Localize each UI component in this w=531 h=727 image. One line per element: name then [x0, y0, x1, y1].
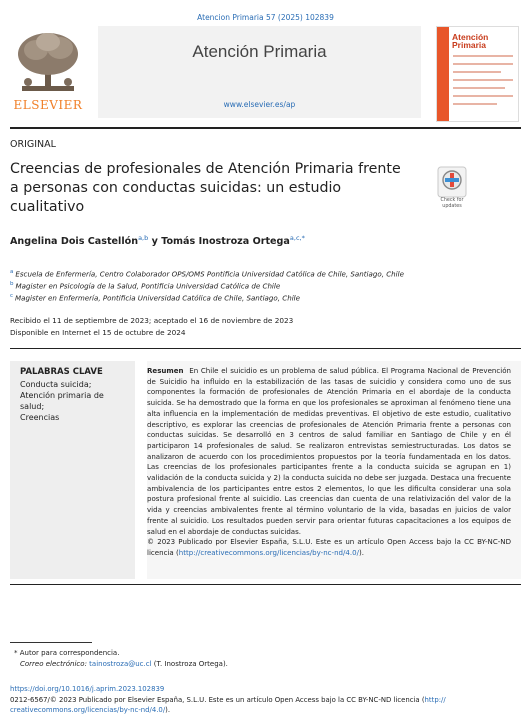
elsevier-logo: [10, 26, 86, 118]
keywords-panel: [10, 361, 135, 579]
license-link[interactable]: http://creativecommons.org/licencias/by-nc-nd/4.0/: [178, 547, 359, 557]
cover-text-line: [453, 63, 513, 65]
author-affiliation-marks[interactable]: a,b: [138, 234, 149, 242]
abstract-body: Resumen En Chile el suicidio es un problema de salud pública. El Programa Nacional de Prevención de Suicidio ha influido en la estabilización de las tasas de suicidio y considera como uno de sus componentes la formación de profesionales de Atención Primaria en el abordaje de la conducta suicida. Se ha demostrado que la forma en que los profesionales se aproximan al fenómeno tiene una alta influencia en la implementación de medidas preventivas. El objetivo de este estudio, cualitativo descriptivo, es explorar las creencias de profesionales de Atención Primaria frente a personas con conductas suicidas. Se desarrolló en 3 centros de salud familiar en Santiago de Chile y en él participaron 14 profesionales de salud. Se realizaron entrevistas semiestructuradas. Los datos se analizaron de acuerdo con los procedimientos propuestos por la teoría fundamentada en los datos. Las creencias de los profesionales participantes frente a la conducta suicida se agrupan en 1) validación de la conducta suicida y 2) la conducta suicida no debe ser juzgada. Destaca una frecuente ambivalencia de los participantes entre estos 2 elementos, lo que les dificulta considerar una sola postura profesional frente al suicidio. Las creencias dan cuenta de una relativización del valor de la vida y creencias ambivalentes frente al término voluntario de la vida, basadas en juicios de valor frente al suicidio. Los resultados pueden servir para orientar futuras capacitaciones a los equipos de salud en el abordaje de conductas suicidas. © 2023 Publicado por Elsevier España, S.L.U. Este es un artículo Open Access bajo la CC BY-NC-ND licencia (http://creativecommons.org/licencias/by-nc-nd/4.0/).: [147, 366, 511, 557]
cover-text-line: [453, 71, 501, 73]
article-type: ORIGINAL: [10, 139, 56, 150]
journal-cover-image: [436, 26, 519, 122]
journal-banner: [98, 26, 421, 118]
crossmark-label[interactable]: Check for updates: [440, 198, 464, 209]
copyright-line-2: creativecommons.org/licencias/by-nc-nd/4.0/).: [10, 706, 171, 714]
abstract-license-text: © 2023 Publicado por Elsevier España, S.L.U. Este es un artículo Open Access bajo la CC BY-NC-ND licencia (: [147, 537, 511, 557]
cover-title: Atención Primaria: [452, 32, 489, 50]
keyword: Atención primaria de: [20, 391, 104, 400]
journal-title: Atención Primaria: [192, 42, 327, 61]
abstract-text: En Chile el suicidio es un problema de salud pública. El Programa Nacional de Prevención de Suicidio ha influido en la estabilización de las tasas de suicidio y considera como uno de sus componentes la formación de profesionales de Atención Primaria en el abordaje de la conducta suicida. Se ha demostrado que la forma en que los profesionales se aproximan al fenómeno tiene una alta influencia en la implementación de medidas preventivas. El objetivo de este estudio, cualitativo descriptivo, es explorar las creencias de profesionales de Atención Primaria frente a personas con conductas suicidas. Se desarrolló en 3 centros de salud familiar en Santiago de Chile y en él participaron 14 profesionales de salud. Se realizaron entrevistas semiestructuradas. Los datos se analizaron de acuerdo con los procedimientos propuestos por la teoría fundamentada en los datos. Las creencias de los profesionales participantes frente a la conducta suicida se agrupan en 1) validación de la conducta suicida y 2) la conducta suicida no debe ser juzgada. Destaca una frecuente ambivalencia de los participantes entre estos 2 elementos, lo que les dificulta considerar una sola postura profesional frente al suicidio. Las creencias dan cuenta de una relativización del valor de la vida y creencias ambivalentes frente al término voluntario de la vida, basadas en juicios de valor frente al suicidio. Los resultados pueden servir para orientar futuras capacitaciones a los equipos de salud en el abordaje de conductas suicidas.: [147, 366, 511, 536]
cover-text-line: [453, 55, 513, 57]
journal-url-link[interactable]: www.elsevier.es/ap: [223, 100, 296, 109]
online-date: Disponible en Internet el 15 de octubre de 2024: [10, 328, 186, 337]
keyword: salud;: [20, 402, 45, 411]
doi-link[interactable]: https://doi.org/10.1016/j.aprim.2023.102839: [10, 685, 165, 693]
affiliation: $^c$ Magister en Enfermería, Pontificia Universidad Católica de Chile, Santiago, Chile: [10, 293, 301, 303]
cover-text-line: [453, 79, 513, 81]
keyword: Conducta suicida;: [20, 380, 92, 389]
crossmark-icon[interactable]: [437, 166, 467, 200]
cover-side-bar: [437, 27, 449, 121]
keywords-heading: PALABRAS CLAVE: [20, 367, 103, 377]
author-name: Tomás Inostroza Ortega: [161, 236, 290, 248]
license-link[interactable]: creativecommons.org/licencias/by-nc-nd/4.0/: [10, 706, 166, 714]
abstract-panel: [147, 361, 521, 579]
cover-text-line: [453, 103, 497, 105]
abstract-label: Resumen: [147, 366, 184, 375]
journal-header: [10, 26, 521, 124]
license-link[interactable]: http://: [424, 696, 446, 704]
header-divider: [10, 127, 521, 129]
article-title: Creencias de profesionales de Atención Primaria frente a personas con conductas suicidas: un estudio cualitativo: [10, 161, 401, 215]
author-list: [10, 234, 305, 247]
footnote-divider: [10, 642, 92, 643]
author-connector: y: [148, 236, 162, 248]
copyright-line: 0212-6567/© 2023 Publicado por Elsevier España, S.L.U. Este es un artículo Open Access bajo la CC BY-NC-ND licencia (http://: [10, 696, 446, 704]
keyword: Creencias: [20, 413, 60, 422]
elsevier-wordmark: ELSEVIER: [13, 98, 83, 112]
author-affiliation-marks[interactable]: a,c,*: [289, 234, 305, 242]
affiliation: $^a$ Escuela de Enfermería, Centro Colaborador OPS/OMS Pontificia Universidad Católica de Chile, Santiago, Chile: [10, 269, 404, 279]
journal-reference[interactable]: Atencion Primaria 57 (2025) 102839: [197, 13, 334, 22]
abstract-bottom-divider: [10, 584, 521, 585]
cover-text-line: [453, 87, 505, 89]
correspondence-note: * Autor para correspondencia.: [14, 649, 120, 657]
email-link[interactable]: tainostroza@uc.cl: [89, 660, 152, 668]
elsevier-tree-icon: [14, 30, 82, 96]
cover-text-line: [453, 95, 513, 97]
email-note: Correo electrónico: tainostroza@uc.cl (T. Inostroza Ortega).: [20, 660, 228, 668]
affiliation: $^b$ Magister en Psicología de la Salud, Pontificia Universidad Católica de Chile: [10, 281, 281, 291]
abstract-top-divider: [10, 348, 521, 349]
author-name: Angelina Dois Castellón: [10, 236, 139, 248]
received-accepted-dates: Recibido el 11 de septiembre de 2023; aceptado el 16 de noviembre de 2023: [10, 316, 294, 325]
